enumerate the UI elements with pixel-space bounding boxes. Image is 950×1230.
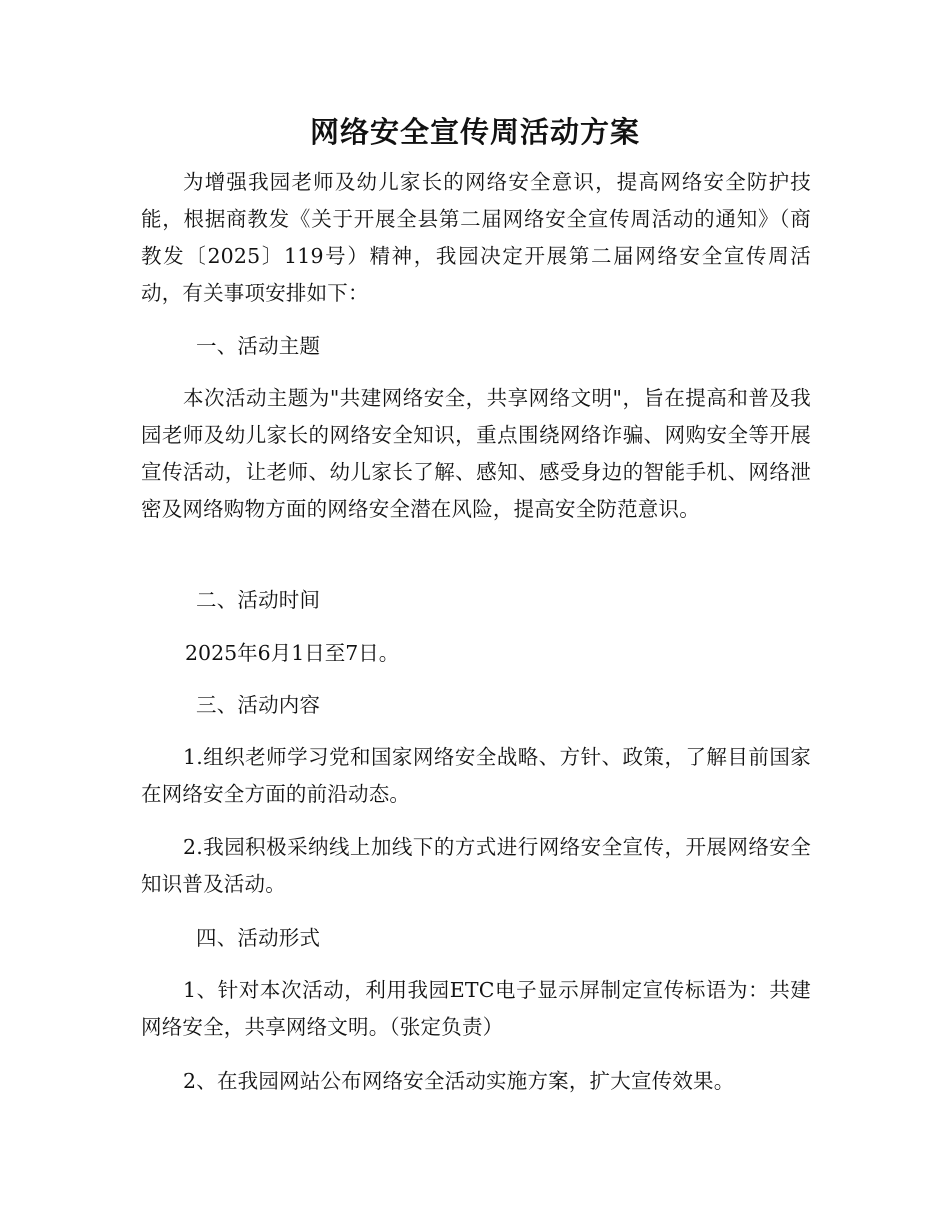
section-heading-content: 三、活动内容	[196, 693, 321, 717]
form-item-2: 2、在我园网站公布网络安全活动实施方案，扩大宣传效果。	[183, 1069, 735, 1093]
document-title: 网络安全宣传周活动方案	[309, 115, 640, 149]
intro-paragraph: 为增强我园老师及幼儿家长的网络安全意识，提高网络安全防护技能，根据商教发《关于开展全县第二届网络安全宣传周活动的通知》（商教发〔2025〕119号）精神，我园决定开展第二届网络安全宣传周活动，有关事项安排如下：	[141, 170, 811, 305]
time-paragraph: 2025年6月1日至7日。	[185, 641, 400, 665]
section-heading-form: 四、活动形式	[196, 926, 321, 950]
form-item-1: 1、针对本次活动，利用我园ETC电子显示屏制定宣传标语为：共建网络安全，共享网络文明。（张定负责）	[141, 978, 811, 1039]
content-item-2: 2.我园积极采纳线上加线下的方式进行网络安全宣传，开展网络安全知识普及活动。	[141, 835, 811, 896]
theme-paragraph: 本次活动主题为"共建网络安全，共享网络文明"，旨在提高和普及我园老师及幼儿家长的网络安全知识，重点围绕网络诈骗、网购安全等开展宣传活动，让老师、幼儿家长了解、感知、感受身边的智能手机、网络泄密及网络购物方面的网络安全潜在风险，提高安全防范意识。	[141, 386, 811, 521]
section-heading-theme: 一、活动主题	[196, 334, 321, 358]
content-item-1: 1.组织老师学习党和国家网络安全战略、方针、政策，了解目前国家在网络安全方面的前沿动态。	[141, 745, 811, 806]
section-heading-time: 二、活动时间	[196, 588, 321, 612]
